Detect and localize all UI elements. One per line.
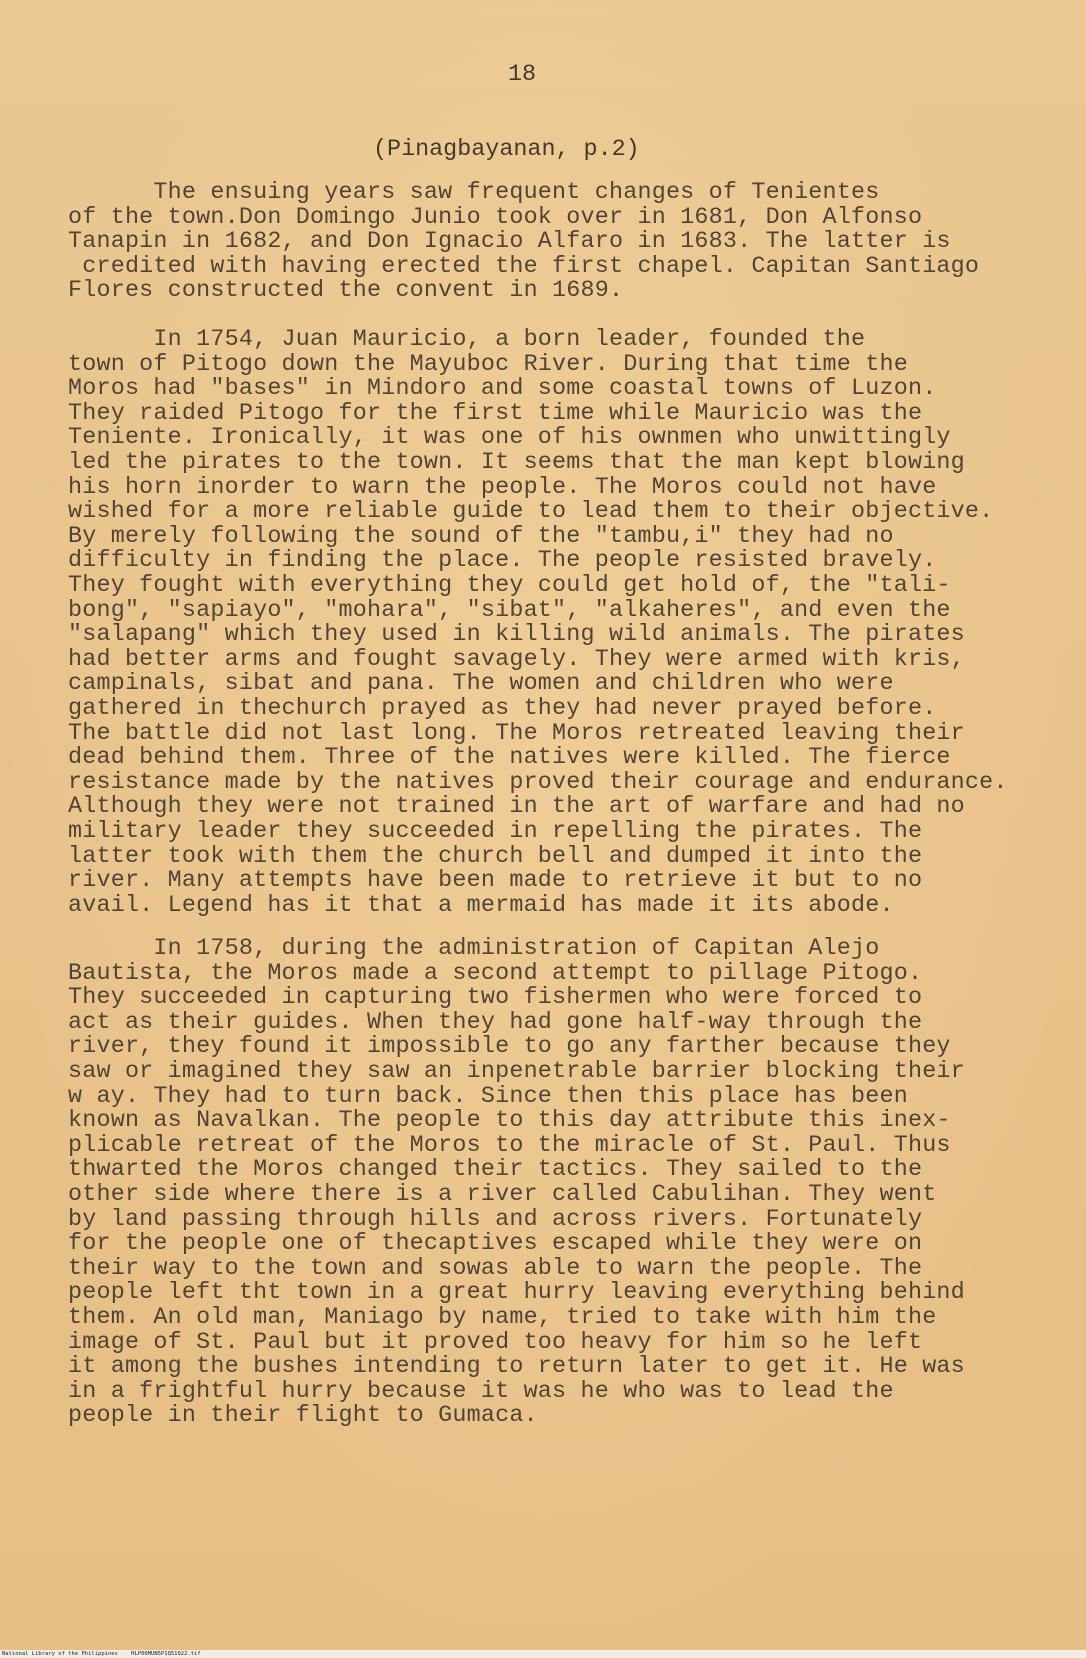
text-line: In 1758, during the administration of Capitan Alejo bbox=[68, 936, 880, 962]
text-line: The ensuing years saw frequent changes of Tenientes bbox=[68, 180, 880, 206]
text-line: people in their flight to Gumaca. bbox=[68, 1403, 538, 1430]
text-line: Moros had "bases" in Mindoro and some coastal towns of Luzon. bbox=[68, 376, 937, 403]
text-line: Tanapin in 1682, and Don Ignacio Alfaro in 1683. The latter is bbox=[68, 229, 951, 256]
text-line: They fought with everything they could get hold of, the "tali- bbox=[68, 573, 951, 599]
text-line: They succeeded in capturing two fishermen who were forced to bbox=[68, 985, 923, 1012]
text-line: saw or imagined they saw an inpenetrable barrier blocking their bbox=[68, 1059, 965, 1085]
text-line: military leader they succeeded in repelling the pirates. The bbox=[68, 819, 923, 845]
text-line: By merely following the sound of the "tambu,i" they had no bbox=[68, 523, 894, 550]
text-line: them. An old man, Maniago by name, tried to take with him the bbox=[68, 1305, 937, 1331]
text-line: town of Pitogo down the Mayuboc River. During that time the bbox=[68, 351, 908, 378]
text-line: campinals, sibat and pana. The women and children who were bbox=[68, 671, 894, 698]
text-line: it among the bushes intending to return later to get it. He was bbox=[68, 1354, 965, 1381]
text-line: act as their guides. When they had gone half-way through the bbox=[68, 1009, 923, 1036]
text-line: image of St. Paul but it proved too heavy for him so he left bbox=[68, 1329, 923, 1356]
text-line: gathered in thechurch prayed as they had never prayed before. bbox=[68, 696, 937, 722]
text-line: of the town.Don Domingo Junio took over in 1681, Don Alfonso bbox=[68, 204, 923, 231]
text-line: in a frightful hurry because it was he who was to lead the bbox=[68, 1378, 894, 1405]
text-line: his horn inorder to warn the people. The Moros could not have bbox=[68, 474, 937, 501]
text-line: Flores constructed the convent in 1689. bbox=[68, 278, 624, 305]
text-line: They raided Pitogo for the first time while Mauricio was the bbox=[68, 400, 923, 427]
text-line: resistance made by the natives proved their courage and endurance. bbox=[68, 769, 1008, 796]
text-line: led the pirates to the town. It seems that the man kept blowing bbox=[68, 450, 965, 476]
footer-caption: National Library of the Philippines HLP00MUN5P1Q51022.tif bbox=[2, 1651, 201, 1657]
text-line: Although they were not trained in the art of warfare and had no bbox=[68, 794, 965, 821]
text-line: thwarted the Moros changed their tactics. They sailed to the bbox=[68, 1157, 923, 1184]
text-line: known as Navalkan. The people to this day attribute this inex- bbox=[68, 1108, 951, 1135]
text-line: river. Many attempts have been made to retrieve it but to no bbox=[68, 868, 923, 895]
text-line: bong", "sapiayo", "mohara", "sibat", "alkaheres", and even the bbox=[68, 597, 951, 624]
text-line: river, they found it impossible to go any farther because they bbox=[68, 1034, 951, 1061]
text-line: wished for a more reliable guide to lead them to their objective. bbox=[68, 499, 994, 526]
text-line: w ay. They had to turn back. Since then this place has been bbox=[68, 1083, 908, 1110]
page-number: 18 bbox=[508, 62, 537, 88]
text-line: other side where there is a river called Cabulihan. They went bbox=[68, 1182, 937, 1208]
text-line: "salapang" which they used in killing wild animals. The pirates bbox=[68, 622, 965, 649]
text-line: plicable retreat of the Moros to the miracle of St. Paul. Thus bbox=[68, 1132, 951, 1159]
text-line: difficulty in finding the place. The people resisted bravely. bbox=[68, 548, 937, 575]
text-line: Teniente. Ironically, it was one of his ownmen who unwittingly bbox=[68, 425, 951, 452]
text-line: by land passing through hills and across rivers. Fortunately bbox=[68, 1206, 923, 1233]
text-line: for the people one of thecaptives escaped while they were on bbox=[68, 1231, 923, 1258]
text-line: The battle did not last long. The Moros retreated leaving their bbox=[68, 720, 965, 747]
text-line: credited with having erected the first chapel. Capitan Santiago bbox=[68, 253, 980, 280]
text-line: people left tht town in a great hurry leaving everything behind bbox=[68, 1280, 965, 1307]
text-line: In 1754, Juan Mauricio, a born leader, founded the bbox=[68, 327, 866, 353]
text-line: Bautista, the Moros made a second attempt to pillage Pitogo. bbox=[68, 960, 923, 987]
text-line: dead behind them. Three of the natives were killed. The fierce bbox=[68, 745, 951, 772]
text-line: had better arms and fought savagely. They were armed with kris, bbox=[68, 646, 965, 673]
section-heading: (Pinagbayanan, p.2) bbox=[373, 137, 640, 163]
text-line: their way to the town and sowas able to warn the people. The bbox=[68, 1255, 923, 1282]
text-line: avail. Legend has it that a mermaid has made it its abode. bbox=[68, 892, 894, 919]
text-line: latter took with them the church bell and dumped it into the bbox=[68, 843, 923, 870]
